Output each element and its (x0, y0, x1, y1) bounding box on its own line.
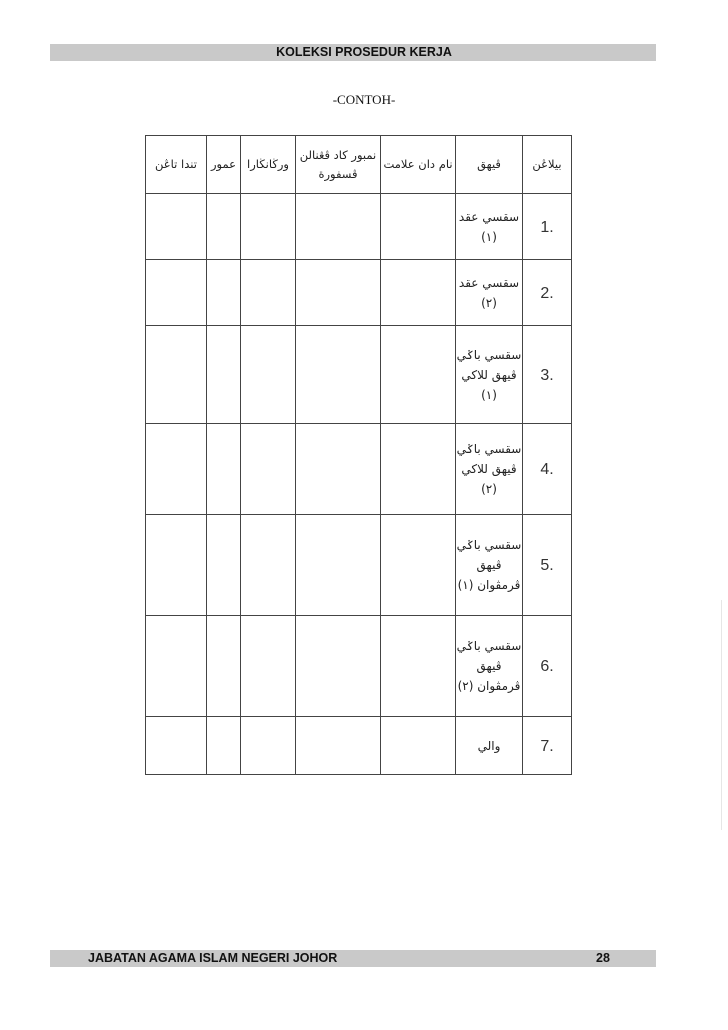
row-number: 1. (523, 194, 572, 260)
row-number: 3. (523, 326, 572, 424)
col-header-name-address: نام دان علامت (381, 136, 456, 194)
nationality-cell[interactable] (241, 424, 296, 515)
party-cell: والي (456, 717, 523, 775)
signature-cell[interactable] (146, 194, 207, 260)
age-cell[interactable] (207, 424, 241, 515)
name-address-cell[interactable] (381, 717, 456, 775)
row-number: 4. (523, 424, 572, 515)
age-cell[interactable] (207, 326, 241, 424)
row-number: 5. (523, 515, 572, 616)
age-cell[interactable] (207, 260, 241, 326)
nationality-cell[interactable] (241, 194, 296, 260)
row-number: 2. (523, 260, 572, 326)
signature-cell[interactable] (146, 616, 207, 717)
id-number-cell[interactable] (296, 424, 381, 515)
table-row (146, 616, 572, 717)
col-header-id-number: نمبور كاد ڤڠنالن ڤسفورة (296, 136, 381, 194)
name-address-cell[interactable] (381, 424, 456, 515)
nationality-cell[interactable] (241, 515, 296, 616)
id-number-cell[interactable] (296, 326, 381, 424)
signature-cell[interactable] (146, 424, 207, 515)
signature-cell[interactable] (146, 326, 207, 424)
name-address-cell[interactable] (381, 616, 456, 717)
col-header-age: عمور (207, 136, 241, 194)
row-number: 7. (523, 717, 572, 775)
id-number-cell[interactable] (296, 515, 381, 616)
nationality-cell[interactable] (241, 260, 296, 326)
signature-cell[interactable] (146, 515, 207, 616)
col-header-party: ڤيهق (456, 136, 523, 194)
col-header-signature: تندا تاڠن (146, 136, 207, 194)
nationality-cell[interactable] (241, 616, 296, 717)
table-row (146, 424, 572, 515)
party-cell: سقسي باݢي ڤيهق ڤرمڤوان (٢) (456, 616, 523, 717)
row-number: 6. (523, 616, 572, 717)
party-cell: سقسي عقد (٢) (456, 260, 523, 326)
name-address-cell[interactable] (381, 260, 456, 326)
id-number-cell[interactable] (296, 194, 381, 260)
col-header-number: بيلاڠن (523, 136, 572, 194)
age-cell[interactable] (207, 616, 241, 717)
age-cell[interactable] (207, 717, 241, 775)
form-table (145, 135, 572, 775)
name-address-cell[interactable] (381, 194, 456, 260)
nationality-cell[interactable] (241, 717, 296, 775)
scan-edge-line (721, 600, 722, 830)
signature-cell[interactable] (146, 260, 207, 326)
party-cell: سقسي باݢي ڤيهق للاكي (٢) (456, 424, 523, 515)
example-label: -CONTOH- (332, 92, 396, 107)
age-cell[interactable] (207, 515, 241, 616)
id-number-cell[interactable] (296, 260, 381, 326)
page-number: 28 (596, 951, 610, 965)
table-header-row (146, 136, 572, 194)
name-address-cell[interactable] (381, 326, 456, 424)
party-cell: سقسي باݢي ڤيهق ڤرمڤوان (١) (456, 515, 523, 616)
signature-cell[interactable] (146, 717, 207, 775)
party-cell: سقسي باݢي ڤيهق للاكي (١) (456, 326, 523, 424)
table-row (146, 260, 572, 326)
col-header-nationality: ورڬانڬارا (241, 136, 296, 194)
age-cell[interactable] (207, 194, 241, 260)
name-address-cell[interactable] (381, 515, 456, 616)
table-row (146, 326, 572, 424)
party-cell: سقسي عقد (١) (456, 194, 523, 260)
id-number-cell[interactable] (296, 717, 381, 775)
table-row (146, 515, 572, 616)
id-number-cell[interactable] (296, 616, 381, 717)
table-row (146, 717, 572, 775)
footer-department: JABATAN AGAMA ISLAM NEGERI JOHOR (88, 951, 338, 965)
table-row (146, 194, 572, 260)
header-title: KOLEKSI PROSEDUR KERJA (276, 45, 452, 59)
nationality-cell[interactable] (241, 326, 296, 424)
